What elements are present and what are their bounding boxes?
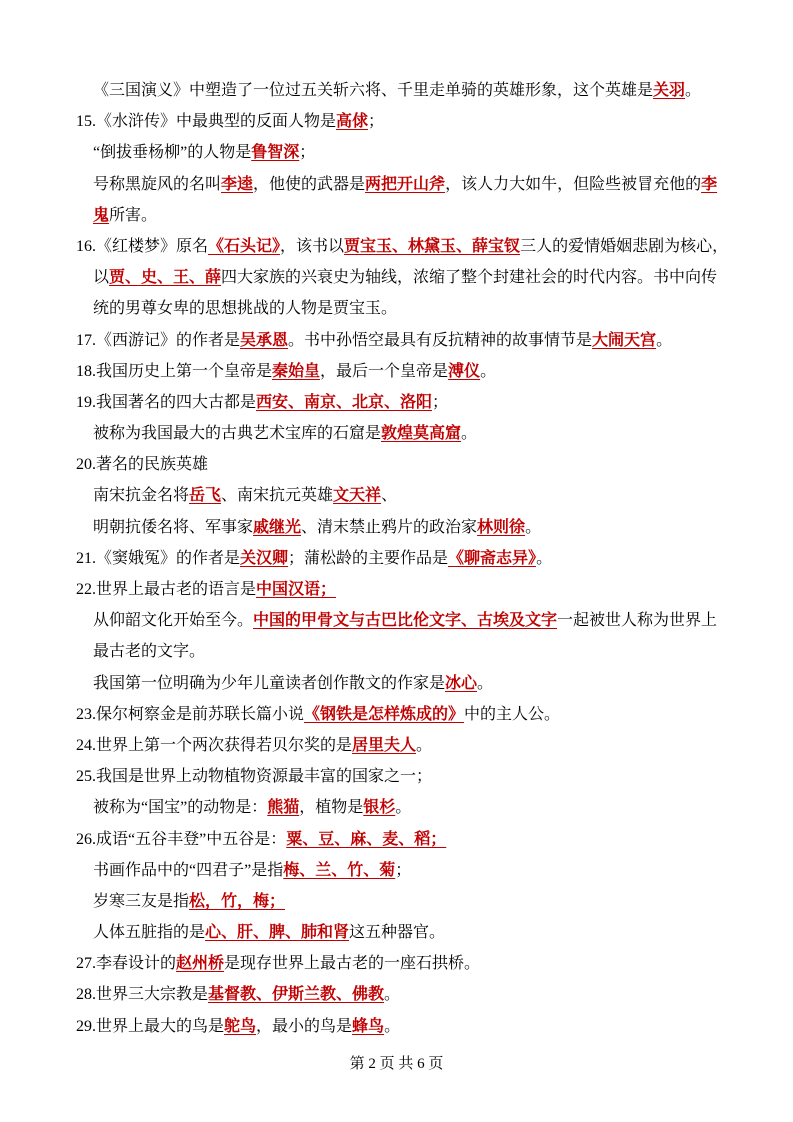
line-text: 、南宋抗元英雄 <box>221 487 334 505</box>
text-line <box>76 418 776 449</box>
text-line <box>76 231 776 262</box>
line-text: ，该书以 <box>280 237 345 255</box>
answer-text: 赵州桥 <box>176 955 225 973</box>
answer-text: 两把开山斧 <box>365 175 446 193</box>
line-text: 15.《水浒传》中最典型的反面人物是 <box>76 113 337 131</box>
answer-text: 敦煌莫高窟 <box>381 425 462 443</box>
line-text: 16.《红楼梦》原名 <box>76 237 209 255</box>
line-text: 岁寒三友是指 <box>93 892 190 910</box>
line-text: 17.《西游记》的作者是 <box>76 331 241 349</box>
line-text: 书画作品中的“四君子”是指 <box>93 861 284 879</box>
line-text: 被称为“国宝”的动物是： <box>93 799 268 817</box>
answer-text: 贾宝玉、林黛玉、薛宝钗 <box>344 237 521 255</box>
text-line <box>76 356 776 387</box>
line-text: 19.我国著名的四大古都是 <box>76 393 257 411</box>
line-text: 中的主人公。 <box>464 705 561 723</box>
line-text: 26.成语“五谷丰登”中五谷是： <box>76 830 287 848</box>
line-text: 是现存世界上最古老的一座石拱桥。 <box>224 955 481 973</box>
text-line <box>76 1011 776 1042</box>
text-line <box>76 200 776 231</box>
text-line <box>76 886 776 917</box>
line-text: ； <box>299 144 316 162</box>
line-text: 人体五脏指的是 <box>93 924 206 942</box>
line-text: 。 <box>384 1017 401 1035</box>
text-line <box>76 979 776 1010</box>
line-text: ，最小的鸟是 <box>256 1017 353 1035</box>
line-text: ；蒲松龄的主要作品是 <box>288 549 449 567</box>
text-line <box>76 761 776 792</box>
answer-text: 关羽 <box>653 82 686 99</box>
text-line <box>76 574 776 605</box>
answer-text: 林则徐 <box>477 518 526 536</box>
answer-text: 心、肝、脾、肺和肾 <box>205 924 350 942</box>
page-footer: 第 2 页 共 6 页 <box>349 1056 444 1072</box>
line-text: 。书中孙悟空最具有反抗精神的故事情节是 <box>288 331 593 349</box>
text-line <box>76 75 776 106</box>
answer-text: 高俅 <box>336 113 369 131</box>
text-line <box>76 293 776 324</box>
text-line <box>76 792 776 823</box>
line-text: 22.世界上最古老的语言是 <box>76 581 257 598</box>
text-line <box>76 169 776 200</box>
answer-text: 中国汉语； <box>256 581 337 598</box>
answer-text: 鸵鸟 <box>224 1017 257 1035</box>
answer-text: 秦始皇 <box>272 362 321 380</box>
line-text: 四大家族的兴衰史为轴线，浓缩了整个封建社会的时代内容。书中向传 <box>221 269 718 287</box>
line-text: 一起被世人称为世界上 <box>557 612 718 630</box>
line-text: “倒拔垂杨柳”的人物是 <box>93 144 252 162</box>
line-text: ； <box>368 113 385 131</box>
answer-text: 吴承恩 <box>240 331 289 349</box>
line-text: 。 <box>480 362 497 380</box>
line-text: 我国第一位明确为少年儿童读者创作散文的作家是 <box>93 674 446 692</box>
answer-text: 蜂鸟 <box>352 1017 385 1035</box>
line-text: 。 <box>477 674 494 692</box>
line-text: 《三国演义》中塑造了一位过五关斩六将、千里走单骑的英雄形象，这个英雄是 <box>93 82 654 99</box>
text-line <box>76 636 776 667</box>
text-line <box>76 699 776 730</box>
text-line <box>76 668 776 699</box>
line-text: 28.世界三大宗教是 <box>76 986 209 1004</box>
answer-text: 熊猫 <box>267 799 300 817</box>
text-line <box>76 855 776 886</box>
answer-text: 文天祥 <box>333 487 382 505</box>
line-text: 。 <box>461 425 478 443</box>
answer-text: 《石头记》 <box>208 237 281 255</box>
text-line <box>76 512 776 543</box>
text-line <box>76 730 776 761</box>
line-text: 24.世界上第一个两次获得若贝尔奖的是 <box>76 736 353 754</box>
line-text: ； <box>432 393 449 411</box>
line-text: 27.李春设计的 <box>76 955 177 973</box>
line-text: 、 <box>381 487 398 505</box>
line-text: ； <box>395 861 412 879</box>
answer-text: 西安、南京、北京、洛阳 <box>256 393 433 411</box>
answer-text: 关汉卿 <box>240 549 289 567</box>
line-text: 。 <box>384 986 401 1004</box>
text-line <box>76 262 776 293</box>
line-text: 明朝抗倭名将、军事家 <box>93 518 254 536</box>
answer-text: 大闹天宫 <box>592 331 657 349</box>
line-text: 三人的爱情婚姻悲剧为核心， <box>520 237 729 255</box>
answer-text: 冰心 <box>445 674 478 692</box>
text-line <box>76 106 776 137</box>
line-text: 。 <box>656 331 673 349</box>
line-text: 所害。 <box>109 206 158 224</box>
line-text: 。 <box>685 82 702 99</box>
line-text: 23.保尔柯察金是前苏联长篇小说 <box>76 705 305 723</box>
answer-text: 基督教、伊斯兰教、佛教 <box>208 986 385 1004</box>
line-text: 。 <box>536 549 553 567</box>
text-line <box>76 605 776 636</box>
answer-text: 松，竹，梅； <box>189 892 286 910</box>
line-text: 号称黑旋风的名叫 <box>93 175 222 193</box>
line-text: 。 <box>525 518 542 536</box>
answer-text: 《钢铁是怎样炼成的》 <box>304 705 465 723</box>
line-text: 被称为我国最大的古典艺术宝库的石窟是 <box>93 425 382 443</box>
text-line <box>76 543 776 574</box>
line-text: 。 <box>395 799 412 817</box>
text-line <box>76 917 776 948</box>
answer-text: 李逵 <box>221 175 254 193</box>
text-line <box>76 387 776 418</box>
line-text: ，最后一个皇帝是 <box>320 362 449 380</box>
text-line <box>76 824 776 855</box>
text-line <box>76 449 776 480</box>
answer-text: 中国的甲骨文与古巴比伦文字、古埃及文字 <box>253 612 558 630</box>
line-text: 以 <box>93 269 110 287</box>
answer-text: 居里夫人 <box>352 736 417 754</box>
answer-text: 岳飞 <box>189 487 222 505</box>
answer-text: 鲁智深 <box>251 144 300 162</box>
line-text: 25.我国是世界上动物植物资源最丰富的国家之一； <box>76 768 433 786</box>
answer-text: 戚继光 <box>253 518 302 536</box>
answer-text: 《聊斋志异》 <box>448 549 537 567</box>
line-text: ，他使的武器是 <box>253 175 366 193</box>
text-line <box>76 948 776 979</box>
line-text: 。 <box>416 736 433 754</box>
line-text: 21.《窦娥冤》的作者是 <box>76 549 241 567</box>
line-text: ，该人力大如牛，但险些被冒充他的 <box>445 175 702 193</box>
line-text: 这五种器官。 <box>349 924 446 942</box>
line-text: 从仰韶文化开始至今。 <box>93 612 254 630</box>
document-body <box>76 75 776 1042</box>
line-text: 29.世界上最大的鸟是 <box>76 1017 225 1035</box>
line-text: 、清末禁止鸦片的政治家 <box>301 518 478 536</box>
text-line <box>76 480 776 511</box>
answer-text: 贾、史、王、薛 <box>109 269 222 287</box>
line-text: ，植物是 <box>299 799 364 817</box>
answer-text: 粟、豆、麻、麦、稻； <box>286 830 447 848</box>
answer-text: 梅、兰、竹、菊 <box>283 861 396 879</box>
line-text: 统的男尊女卑的思想挑战的人物是贾宝玉。 <box>93 300 398 318</box>
line-text: 18.我国历史上第一个皇帝是 <box>76 362 273 380</box>
line-text: 南宋抗金名将 <box>93 487 190 505</box>
answer-text: 李 <box>701 175 718 193</box>
text-line <box>76 325 776 356</box>
line-text: 20.著名的民族英雄 <box>76 456 209 474</box>
answer-text: 银杉 <box>363 799 396 817</box>
answer-text: 鬼 <box>93 206 110 224</box>
answer-text: 溥仪 <box>448 362 481 380</box>
text-line <box>76 137 776 168</box>
line-text: 最古老的文字。 <box>93 643 206 661</box>
